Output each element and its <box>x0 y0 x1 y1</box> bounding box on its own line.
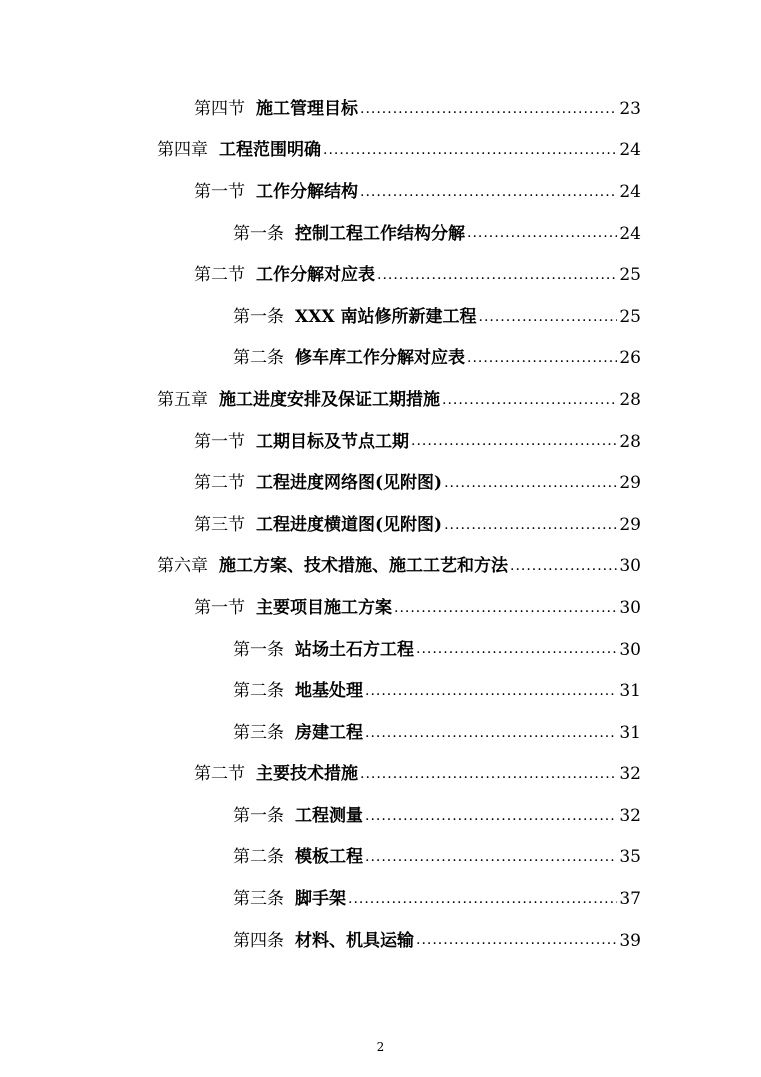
toc-entry-title: 主要项目施工方案 <box>256 597 392 618</box>
toc-entry-label: 第二节 <box>194 265 245 286</box>
toc-entry-page: 28 <box>619 431 641 452</box>
toc-dot-leader <box>510 556 617 576</box>
toc-dot-leader <box>479 307 618 327</box>
toc-entry[interactable] <box>0 421 761 463</box>
toc-entry-title: 控制工程工作结构分解 <box>295 223 465 244</box>
toc-entry[interactable] <box>0 171 761 213</box>
toc-entry-label: 第二条 <box>233 348 284 369</box>
toc-dot-leader <box>442 390 617 410</box>
toc-entry-title: 工作分解结构 <box>256 181 358 202</box>
toc-entry-label: 第五章 <box>157 389 208 410</box>
toc-entry-label: 第一节 <box>194 597 245 618</box>
toc-entry-label: 第四节 <box>194 98 245 119</box>
toc-dot-leader <box>365 847 617 867</box>
toc-entry[interactable] <box>0 587 761 629</box>
toc-entry-label: 第二节 <box>194 764 245 785</box>
toc-entry-title: 站场土石方工程 <box>295 639 414 660</box>
toc-dot-leader <box>416 930 617 950</box>
toc-entry[interactable] <box>0 754 761 796</box>
toc-entry-title: 模板工程 <box>295 847 363 868</box>
toc-entry-title: 修车库工作分解对应表 <box>295 348 465 369</box>
toc-entry-label: 第三条 <box>233 722 284 743</box>
toc-entry[interactable] <box>0 629 761 671</box>
toc-entry-label: 第一条 <box>233 639 284 660</box>
toc-entry-title: 施工进度安排及保证工期措施 <box>219 389 440 410</box>
toc-entry-page: 23 <box>619 98 641 119</box>
toc-entry-label: 第三条 <box>233 889 284 910</box>
toc-entry-page: 39 <box>619 930 641 951</box>
toc-entry-page: 35 <box>619 847 641 868</box>
toc-entry-page: 31 <box>619 722 641 743</box>
toc-dot-leader <box>360 764 617 784</box>
toc-entry-title: 主要技术措施 <box>256 764 358 785</box>
toc-entry[interactable] <box>0 504 761 546</box>
toc-dot-leader <box>444 473 617 493</box>
table-of-contents <box>0 88 761 961</box>
toc-dot-leader <box>467 223 617 243</box>
toc-entry[interactable] <box>0 130 761 172</box>
toc-entry-title: 施工方案、技术措施、施工工艺和方法 <box>219 556 508 577</box>
toc-entry-page: 26 <box>619 348 641 369</box>
toc-entry-label: 第一节 <box>194 431 245 452</box>
toc-entry-title: 材料、机具运输 <box>295 930 414 951</box>
toc-dot-leader <box>444 515 617 535</box>
toc-entry-page: 29 <box>619 514 641 535</box>
toc-entry-page: 32 <box>619 805 641 826</box>
toc-entry-page: 28 <box>619 389 641 410</box>
toc-entry-label: 第六章 <box>157 556 208 577</box>
toc-dot-leader <box>365 723 617 743</box>
toc-dot-leader <box>360 99 617 119</box>
toc-entry[interactable] <box>0 795 761 837</box>
toc-entry-page: 30 <box>619 556 641 577</box>
toc-entry[interactable] <box>0 296 761 338</box>
toc-entry-title: 工作分解对应表 <box>256 265 375 286</box>
toc-entry[interactable] <box>0 670 761 712</box>
toc-entry-page: 30 <box>619 597 641 618</box>
toc-entry-page: 24 <box>619 181 641 202</box>
toc-entry-page: 30 <box>619 639 641 660</box>
toc-entry-title: 工程范围明确 <box>219 140 321 161</box>
toc-entry-page: 24 <box>619 223 641 244</box>
toc-dot-leader <box>348 889 617 909</box>
toc-entry-title: 工期目标及节点工期 <box>256 431 409 452</box>
toc-entry-label: 第二节 <box>194 473 245 494</box>
toc-dot-leader <box>411 431 617 451</box>
page-number: 2 <box>376 1040 385 1054</box>
toc-entry[interactable] <box>0 379 761 421</box>
toc-entry-page: 37 <box>619 889 641 910</box>
toc-entry-page: 31 <box>619 681 641 702</box>
toc-entry-title: 地基处理 <box>295 681 363 702</box>
toc-dot-leader <box>394 598 617 618</box>
toc-entry[interactable] <box>0 837 761 879</box>
toc-dot-leader <box>377 265 617 285</box>
toc-entry[interactable] <box>0 462 761 504</box>
toc-entry[interactable] <box>0 878 761 920</box>
toc-entry-label: 第一条 <box>233 805 284 826</box>
toc-entry-label: 第一条 <box>233 306 284 327</box>
toc-entry-page: 25 <box>619 265 641 286</box>
toc-entry[interactable] <box>0 254 761 296</box>
toc-entry-title: 施工管理目标 <box>256 98 358 119</box>
toc-entry-page: 32 <box>619 764 641 785</box>
toc-entry[interactable] <box>0 920 761 962</box>
toc-entry-title: 工程进度网络图(见附图) <box>256 473 443 494</box>
toc-entry-label: 第三节 <box>194 514 245 535</box>
toc-entry-label: 第四章 <box>157 140 208 161</box>
toc-entry[interactable] <box>0 338 761 380</box>
toc-entry-label: 第四条 <box>233 930 284 951</box>
toc-dot-leader <box>365 681 617 701</box>
toc-entry[interactable] <box>0 546 761 588</box>
toc-entry-title: 工程进度横道图(见附图) <box>256 514 443 535</box>
toc-entry-title: 工程测量 <box>295 805 363 826</box>
toc-entry[interactable] <box>0 88 761 130</box>
toc-entry[interactable] <box>0 213 761 255</box>
toc-entry-title: 脚手架 <box>295 889 346 910</box>
toc-dot-leader <box>416 639 617 659</box>
toc-entry-label: 第一节 <box>194 181 245 202</box>
toc-entry-page: 24 <box>619 140 641 161</box>
toc-entry-page: 25 <box>619 306 641 327</box>
toc-entry-page: 29 <box>619 473 641 494</box>
toc-entry-title: 房建工程 <box>295 722 363 743</box>
toc-dot-leader <box>360 182 617 202</box>
toc-dot-leader <box>365 806 617 826</box>
toc-entry-label: 第二条 <box>233 681 284 702</box>
toc-dot-leader <box>323 140 617 160</box>
toc-dot-leader <box>467 348 617 368</box>
toc-entry-label: 第一条 <box>233 223 284 244</box>
toc-entry[interactable] <box>0 712 761 754</box>
toc-entry-label: 第二条 <box>233 847 284 868</box>
toc-entry-title: XXX 南站修所新建工程 <box>295 306 477 327</box>
